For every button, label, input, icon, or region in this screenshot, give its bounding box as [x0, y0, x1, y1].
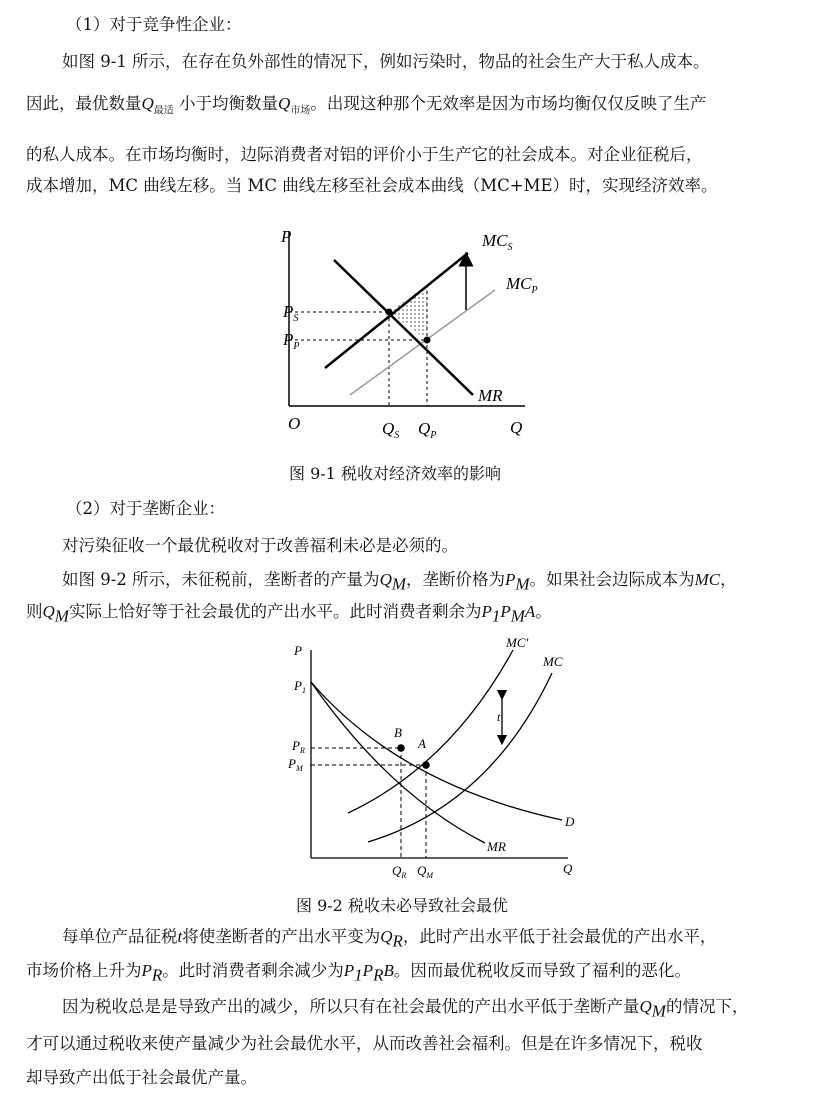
axis-label-p: P	[281, 227, 292, 246]
axis-label-q: Q	[563, 861, 573, 876]
label-mcs: $MC_S$	[482, 231, 513, 253]
figure-9-1-caption: 图 9-1 税收对经济效率的影响	[289, 464, 501, 483]
paragraph-line: 对污染征收一个最优税收对于改善福利未必是必须的。	[62, 536, 458, 555]
label-d: D	[565, 814, 575, 829]
mc-prime-curve	[348, 650, 513, 813]
label-t: t	[497, 710, 501, 724]
label-qs: $Q_S$	[382, 419, 400, 441]
origin-label: O	[288, 414, 301, 433]
label-qr: $Q_R$	[392, 863, 407, 880]
mcs-curve	[325, 253, 468, 368]
mr-curve	[334, 260, 473, 395]
label-p1: $P_1$	[294, 678, 306, 695]
label-mr: MR	[487, 839, 506, 854]
label-mr: MR	[478, 386, 503, 405]
point-b	[397, 744, 405, 752]
paragraph-line: 成本增加，MC 曲线左移。当 MC 曲线左移至社会成本曲线（MC+ME）时，实现经济效率。	[26, 176, 718, 195]
figure-9-2-caption: 图 9-2 税收未必导致社会最优	[296, 896, 508, 915]
point-a	[422, 761, 430, 769]
label-pr: $P_R$	[292, 738, 305, 755]
label-mc-prime: MC′	[506, 635, 529, 650]
section-heading-monopoly: （2）对于垄断企业：	[66, 499, 225, 518]
paragraph-line: 每单位产品征税t将使垄断者的产出水平变为$Q_R$，此时产出水平低于社会最优的产出水平，	[62, 927, 717, 951]
paragraph-line: 却导致产出低于社会最优产量。	[26, 1068, 257, 1087]
figure-9-2	[280, 635, 590, 880]
axis-label-q: Q	[510, 418, 523, 437]
figure-9-1	[270, 225, 550, 450]
paragraph-line: 如图 9-2 所示，未征税前，垄断者的产量为$Q_M$，垄断价格为$P_M$。如果社会边际成本为MC，	[62, 570, 737, 594]
label-qp: $Q_P$	[418, 419, 437, 441]
section-heading-competitive: （1）对于竞争性企业：	[66, 15, 242, 34]
axis-label-p: P	[294, 643, 302, 658]
point-p	[424, 337, 431, 344]
paragraph-line: 的私人成本。在市场均衡时，边际消费者对铝的评价小于生产它的社会成本。对企业征税后，	[26, 145, 703, 164]
label-pp: $P_P$	[283, 330, 300, 352]
label-pm: $P_M$	[288, 756, 303, 773]
point-s	[386, 309, 393, 316]
label-qm: $Q_M$	[417, 863, 434, 880]
paragraph-line: 才可以通过税收来使产量减少为社会最优水平，从而改善社会福利。但是在许多情况下，税收	[26, 1034, 703, 1053]
mc-curve	[368, 673, 552, 842]
label-mc: MC	[543, 654, 563, 669]
paragraph-line: 因此，最优数量$Q_{最适}$ 小于均衡数量$Q_{市场}$。出现这种那个无效率是因为市场均衡仅仅反映了生产	[26, 94, 707, 117]
label-b: B	[394, 725, 402, 740]
paragraph-line: 市场价格上升为$P_R$。此时消费者剩余减少为$P_1P_RB$。因而最优税收反而导致了福利的恶化。	[26, 961, 691, 985]
label-a: A	[418, 736, 426, 751]
paragraph-line: 则$Q_M$实际上恰好等于社会最优的产出水平。此时消费者剩余为$P_1P_MA$。	[26, 602, 552, 626]
paragraph-line: 如图 9-1 所示，在存在负外部性的情况下，例如污染时，物品的社会生产大于私人成本。	[62, 52, 710, 71]
label-mcp: $MC_P$	[506, 274, 538, 296]
mr-curve	[311, 682, 485, 843]
paragraph-line: 因为税收总是是导致产出的减少，所以只有在社会最优的产出水平低于垄断产量$Q_M$的情况下，	[62, 997, 749, 1021]
label-ps: $P_S$	[283, 302, 299, 324]
